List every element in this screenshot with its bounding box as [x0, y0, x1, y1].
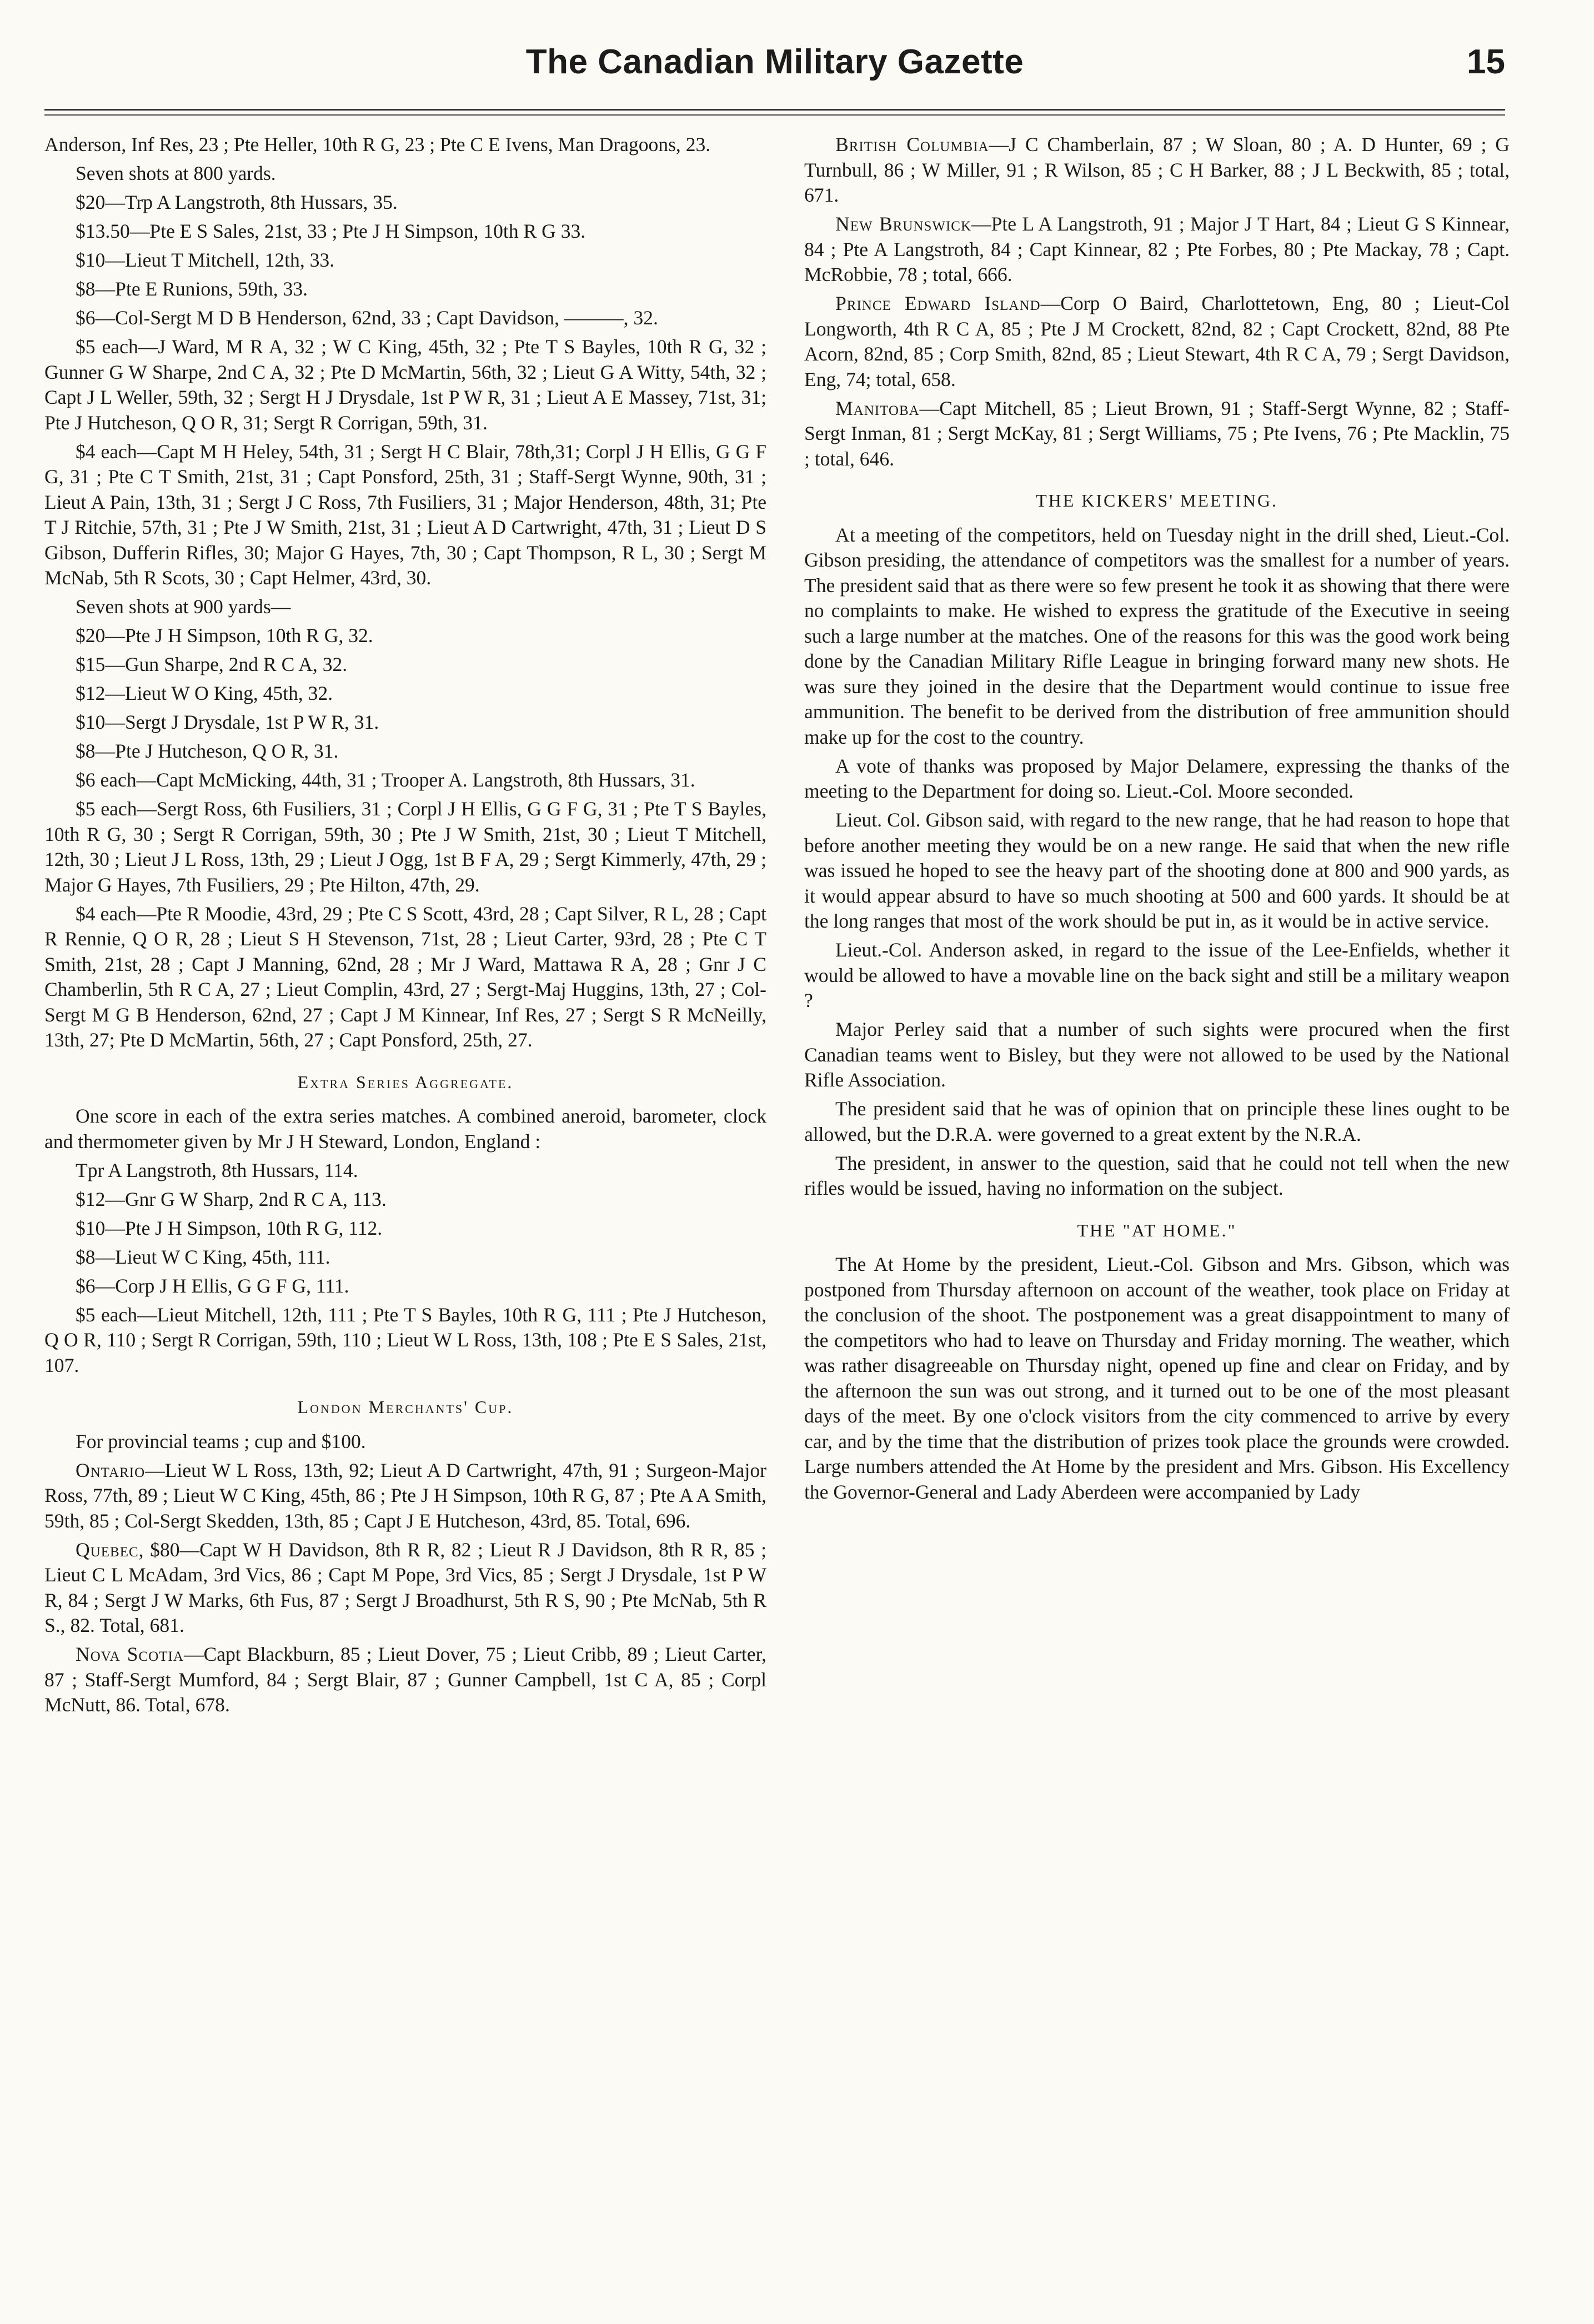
section-heading: Extra Series Aggregate.	[297, 1071, 514, 1092]
paragraph-text: $13.50—Pte E S Sales, 21st, 33 ; Pte J H Simpson, 10th R G 33.	[76, 220, 586, 242]
paragraph-text: A vote of thanks was proposed by Major Delamere, expressing the thanks of the meeting to the Department for doing so. Lieut.-Col. Moore seconded.	[804, 754, 1510, 802]
paragraph-text: $6 each—Capt McMicking, 44th, 31 ; Trooper A. Langstroth, 8th Hussars, 31.	[76, 769, 695, 791]
paragraph-lead: British Columbia	[835, 133, 989, 156]
page-number: 15	[1467, 43, 1505, 81]
paragraph-text: $8—Lieut W C King, 45th, 111.	[76, 1245, 330, 1268]
paragraph-text: $8—Pte J Hutcheson, Q O R, 31.	[76, 740, 339, 762]
paragraph-text: $5 each—Lieut Mitchell, 12th, 111 ; Pte T S Bayles, 10th R G, 111 ; Pte J Hutcheson, Q O R, 110 ; Sergt R Corrigan, 59th, 110 ; Lieut W L Ross, 13th, 108 ; Pte E S Sales, 21st, 107.	[44, 1303, 766, 1376]
paragraph-text: $15—Gun Sharpe, 2nd R C A, 32.	[76, 653, 348, 675]
article-paragraph	[804, 1017, 1510, 1093]
paragraph-text: Seven shots at 900 yards—	[76, 595, 291, 618]
article-paragraph	[44, 768, 766, 793]
section-heading: THE KICKERS' MEETING.	[1036, 490, 1278, 510]
article-paragraph	[44, 901, 766, 1053]
article-paragraph	[44, 190, 766, 216]
article-paragraph	[44, 305, 766, 331]
article-paragraph	[44, 1537, 766, 1639]
paragraph-text: —Lieut W L Ross, 13th, 92; Lieut A D Cartwright, 47th, 91 ; Surgeon-Major Ross, 77th, 89 ; Lieut W C King, 45th, 86 ; Pte J H Simpson, 10th R G, 87 ; Pte A A Smith, 59th, 85 ; Col-Sergt Skedden, 13th, 85 ; Capt J E Hutcheson, 43rd, 85. Total, 696.	[44, 1459, 766, 1532]
paragraph-text: $5 each—J Ward, M R A, 32 ; W C King, 45th, 32 ; Pte T S Bayles, 10th R G, 32 ; Gunner G W Sharpe, 2nd C A, 32 ; Pte D McMartin, 56th, 32 ; Lieut G A Witty, 54th, 32 ; Capt J L Weller, 59th, 32 ; Sergt H J Drysdale, 1st P W R, 31 ; Lieut A E Massey, 71st, 31; Pte J Hutcheson, Q O R, 31; Sergt R Corrigan, 59th, 31.	[44, 335, 766, 434]
paragraph-text: $4 each—Capt M H Heley, 54th, 31 ; Sergt H C Blair, 78th,31; Corpl J H Ellis, G G F G, 31 ; Pte C T Smith, 21st, 31 ; Capt Ponsford, 25th, 31 ; Staff-Sergt Wynne, 90th, 31 ; Lieut A Pain, 13th, 31 ; Sergt J C Ross, 7th Fusiliers, 31 ; Major Henderson, 48th, 31; Pte T J Ritchie, 57th, 31 ; Pte J W Smith, 21st, 31 ; Lieut A D Cartwright, 47th, 31 ; Lieut D S Gibson, Dufferin Rifles, 30; Major G Hayes, 7th, 30 ; Capt Thompson, R L, 30 ; Sergt M McNab, 5th R Scots, 30 ; Capt Helmer, 43rd, 30.	[44, 440, 766, 589]
paragraph-text: $20—Trp A Langstroth, 8th Hussars, 35.	[76, 191, 398, 213]
article-paragraph	[44, 248, 766, 273]
paragraph-text: $10—Pte J H Simpson, 10th R G, 112.	[76, 1216, 383, 1239]
article-paragraph	[44, 623, 766, 649]
article-paragraph	[44, 1187, 766, 1213]
section-heading: THE "AT HOME."	[1077, 1220, 1237, 1240]
article-paragraph	[44, 797, 766, 898]
paragraph-lead: Ontario	[76, 1459, 146, 1481]
paragraph-text: Lieut.-Col. Anderson asked, in regard to the issue of the Lee-Enfields, whether it would be allowed to have a movable line on the back sight and still be a military weapon ?	[804, 939, 1510, 1011]
article-paragraph	[44, 594, 766, 620]
section-heading: London Merchants' Cup.	[297, 1397, 514, 1417]
article-paragraph	[44, 161, 766, 187]
paragraph-text: Tpr A Langstroth, 8th Hussars, 114.	[76, 1159, 358, 1181]
article-paragraph	[804, 291, 1510, 392]
paragraph-text: $10—Lieut T Mitchell, 12th, 33.	[76, 249, 335, 271]
paragraph-text: The president said that he was of opinion that on principle these lines ought to be allowed, but the D.R.A. were governed to a great extent by the N.R.A.	[804, 1098, 1510, 1145]
paragraph-text: $20—Pte J H Simpson, 10th R G, 32.	[76, 624, 373, 647]
article-paragraph	[44, 1216, 766, 1241]
paragraph-text: , $80—Capt W H Davidson, 8th R R, 82 ; Lieut R J Davidson, 8th R R, 85 ; Lieut C L McAdam, 3rd Vics, 86 ; Capt M Pope, 3rd Vics, 85 ; Sergt J Drysdale, 1st P W R, 84 ; Sergt J W Marks, 6th Fus, 87 ; Sergt J Broadhurst, 5th R S, 90 ; Pte McNab, 5th R S., 82. Total, 681.	[44, 1538, 766, 1636]
paragraph-text: Major Perley said that a number of such sights were procured when the first Canadian teams went to Bisley, but they were not allowed to be used by the National Rifle Association.	[804, 1018, 1510, 1091]
paragraph-text: $6—Col-Sergt M D B Henderson, 62nd, 33 ; Capt Davidson, ———, 32.	[76, 307, 658, 329]
article-paragraph	[804, 754, 1510, 804]
paragraph-text: —Capt Mitchell, 85 ; Lieut Brown, 91 ; Staff-Sergt Wynne, 82 ; Staff-Sergt Inman, 81 ; Sergt McKay, 81 ; Sergt Williams, 75 ; Pte Ivens, 76 ; Pte Macklin, 75 ; total, 646.	[804, 397, 1510, 470]
paragraph-text: $12—Gnr G W Sharp, 2nd R C A, 113.	[76, 1188, 387, 1210]
paragraph-lead: New Brunswick	[835, 213, 972, 235]
paragraph-text: $12—Lieut W O King, 45th, 32.	[76, 682, 333, 704]
article-paragraph	[44, 1158, 766, 1184]
paragraph-lead: Manitoba	[835, 397, 920, 419]
masthead	[44, 32, 1505, 99]
paragraph-text: —J C Chamberlain, 87 ; W Sloan, 80 ; A. D Hunter, 69 ; G Turnbull, 86 ; W Miller, 91 ; R Wilson, 85 ; C H Barker, 88 ; J L Beckwith, 85 ; total, 671.	[804, 133, 1510, 206]
article-paragraph	[804, 1151, 1510, 1201]
paragraph-lead: Prince Edward Island	[835, 292, 1041, 314]
article-paragraph	[804, 808, 1510, 934]
article-paragraph	[44, 277, 766, 302]
article-paragraph	[804, 523, 1510, 750]
paragraph-text: Anderson, Inf Res, 23 ; Pte Heller, 10th R G, 23 ; Pte C E Ivens, Man Dragoons, 23.	[44, 133, 711, 156]
paragraph-text: —Corp O Baird, Charlottetown, Eng, 80 ; Lieut-Col Longworth, 4th R C A, 85 ; Pte J M Crockett, 82nd, 82 ; Capt Crockett, 82nd, 88 Pte Acorn, 82nd, 85 ; Corp Smith, 82nd, 85 ; Lieut Stewart, 4th R C A, 79 ; Sergt Davidson, Eng, 74; total, 658.	[804, 292, 1510, 390]
header-rule-top	[44, 109, 1505, 111]
paragraph-text: $4 each—Pte R Moodie, 43rd, 29 ; Pte C S Scott, 43rd, 28 ; Capt Silver, R L, 28 ; Capt R Rennie, Q O R, 28 ; Lieut S H Stevenson, 71st, 28 ; Lieut Carter, 93rd, 28 ; Pte C T Smith, 21st, 28 ; Capt J Manning, 62nd, 28 ; Mr J Ward, Mattawa R A, 28 ; Gnr J C Chamberlin, 5th R C A, 27 ; Lieut Complin, 43rd, 27 ; Sergt-Maj Huggins, 13th, 27 ; Col-Sergt M G B Henderson, 62nd, 27 ; Capt J M Kinnear, Inf Res, 27 ; Sergt S R McNeilly, 13th, 27; Pte D McMartin, 56th, 27 ; Capt Ponsford, 25th, 27.	[44, 902, 766, 1051]
article-paragraph	[44, 219, 766, 244]
article-paragraph	[44, 1303, 766, 1379]
paragraph-lead: Quebec	[76, 1538, 139, 1561]
paragraph-text: Lieut. Col. Gibson said, with regard to the new range, that he had reason to hope that before another meeting they would be on a new range. He said that when the new rifle was issued he hoped to see the heavy part of the shooting done at 800 and 900 yards, as it would appear absurd to have so much shooting at 500 and 600 yards. It should be at the long ranges that most of the work should be put in, as it would be in active service.	[804, 809, 1510, 932]
article-paragraph	[44, 1245, 766, 1270]
article-paragraph	[44, 1642, 766, 1718]
right-column	[804, 132, 1510, 2302]
article-paragraph	[804, 1252, 1510, 1505]
paragraph-lead: Nova Scotia	[76, 1643, 184, 1665]
paragraph-text: The president, in answer to the question, said that he could not tell when the new rifles would be issued, having no information on the subject.	[804, 1151, 1510, 1199]
paragraph-text: At a meeting of the competitors, held on Tuesday night in the drill shed, Lieut.-Col. Gibson presiding, the attendance of competitors was the smallest for a number of years. The president said that as there were so few present he took it as showing that there were no complaints to make. He wished to express the gratitude of the Executive in seeing such a large number at the matches. One of the reasons for this was the good work being done by the Canadian Military Rifle League in bringing forward many new shots. He was sure they joined in the desire that the Department would continue to issue free ammunition. The benefit to be derived from the distribution of free ammunition should make up for the cost to the country.	[804, 523, 1510, 748]
publication-title: The Canadian Military Gazette	[525, 43, 1024, 81]
paragraph-text: The At Home by the president, Lieut.-Col. Gibson and Mrs. Gibson, which was postponed from Thursday afternoon on account of the weather, took place on Friday at the conclusion of the shoot. The postponement was a great disappointment to many of the competitors who had to leave on Thursday and Friday morning. The weather, which was rather disagreeable on Thursday night, opened up fine and clear on Friday, and by the afternoon the sun was out strong, and it turned out to be one of the most pleasant days of the meet. By one o'clock visitors from the city commenced to arrive by every car, and by the time that the distribution of prizes took place the grounds were crowded. Large numbers attended the At Home by the president and Mrs. Gibson. His Excellency the Governor-General and Lady Aberdeen were accompanied by Lady	[804, 1253, 1510, 1503]
paragraph-text: $8—Pte E Runions, 59th, 33.	[76, 278, 308, 300]
article-paragraph	[44, 710, 766, 735]
article-paragraph	[44, 439, 766, 591]
article-paragraph	[44, 681, 766, 707]
paragraph-text: $6—Corp J H Ellis, G G F G, 111.	[76, 1274, 349, 1297]
article-paragraph	[44, 1429, 766, 1455]
article-paragraph	[44, 1104, 766, 1154]
paragraph-text: One score in each of the extra series matches. A combined aneroid, barometer, clock and thermometer given by Mr J H Steward, London, England :	[44, 1105, 766, 1153]
article-paragraph	[44, 1458, 766, 1534]
article-paragraph	[44, 334, 766, 435]
article-paragraph	[804, 212, 1510, 288]
article-paragraph	[804, 396, 1510, 472]
paragraph-text: Seven shots at 800 yards.	[76, 162, 276, 184]
article-paragraph	[44, 739, 766, 764]
left-column	[44, 132, 766, 2302]
article-paragraph	[804, 132, 1510, 208]
article-paragraph	[44, 132, 766, 158]
paragraph-text: —Pte L A Langstroth, 91 ; Major J T Hart, 84 ; Lieut G S Kinnear, 84 ; Pte A Langstroth, 84 ; Capt Kinnear, 82 ; Pte Forbes, 80 ; Pte Mackay, 78 ; Capt. McRobbie, 78 ; total, 666.	[804, 213, 1510, 286]
paragraph-text: For provincial teams ; cup and $100.	[76, 1430, 366, 1452]
paragraph-text: $5 each—Sergt Ross, 6th Fusiliers, 31 ; Corpl J H Ellis, G G F G, 31 ; Pte T S Bayles, 10th R G, 30 ; Sergt R Corrigan, 59th, 30 ; Pte J W Smith, 21st, 30 ; Lieut T Mitchell, 12th, 30 ; Lieut J L Ross, 13th, 29 ; Lieut J Ogg, 1st B F A, 29 ; Sergt Kimmerly, 47th, 29 ; Major G Hayes, 7th Fusiliers, 29 ; Pte Hilton, 47th, 29.	[44, 798, 766, 896]
header-rule-bottom	[44, 114, 1505, 116]
article-paragraph	[44, 652, 766, 678]
article-paragraph	[804, 1096, 1510, 1147]
article-paragraph	[44, 1274, 766, 1299]
article-paragraph	[804, 938, 1510, 1014]
paragraph-text: $10—Sergt J Drysdale, 1st P W R, 31.	[76, 711, 379, 733]
paragraph-text: —Capt Blackburn, 85 ; Lieut Dover, 75 ; Lieut Cribb, 89 ; Lieut Carter, 87 ; Staff-Sergt Mumford, 84 ; Sergt Blair, 87 ; Gunner Campbell, 1st C A, 85 ; Corpl McNutt, 86. Total, 678.	[44, 1643, 766, 1716]
